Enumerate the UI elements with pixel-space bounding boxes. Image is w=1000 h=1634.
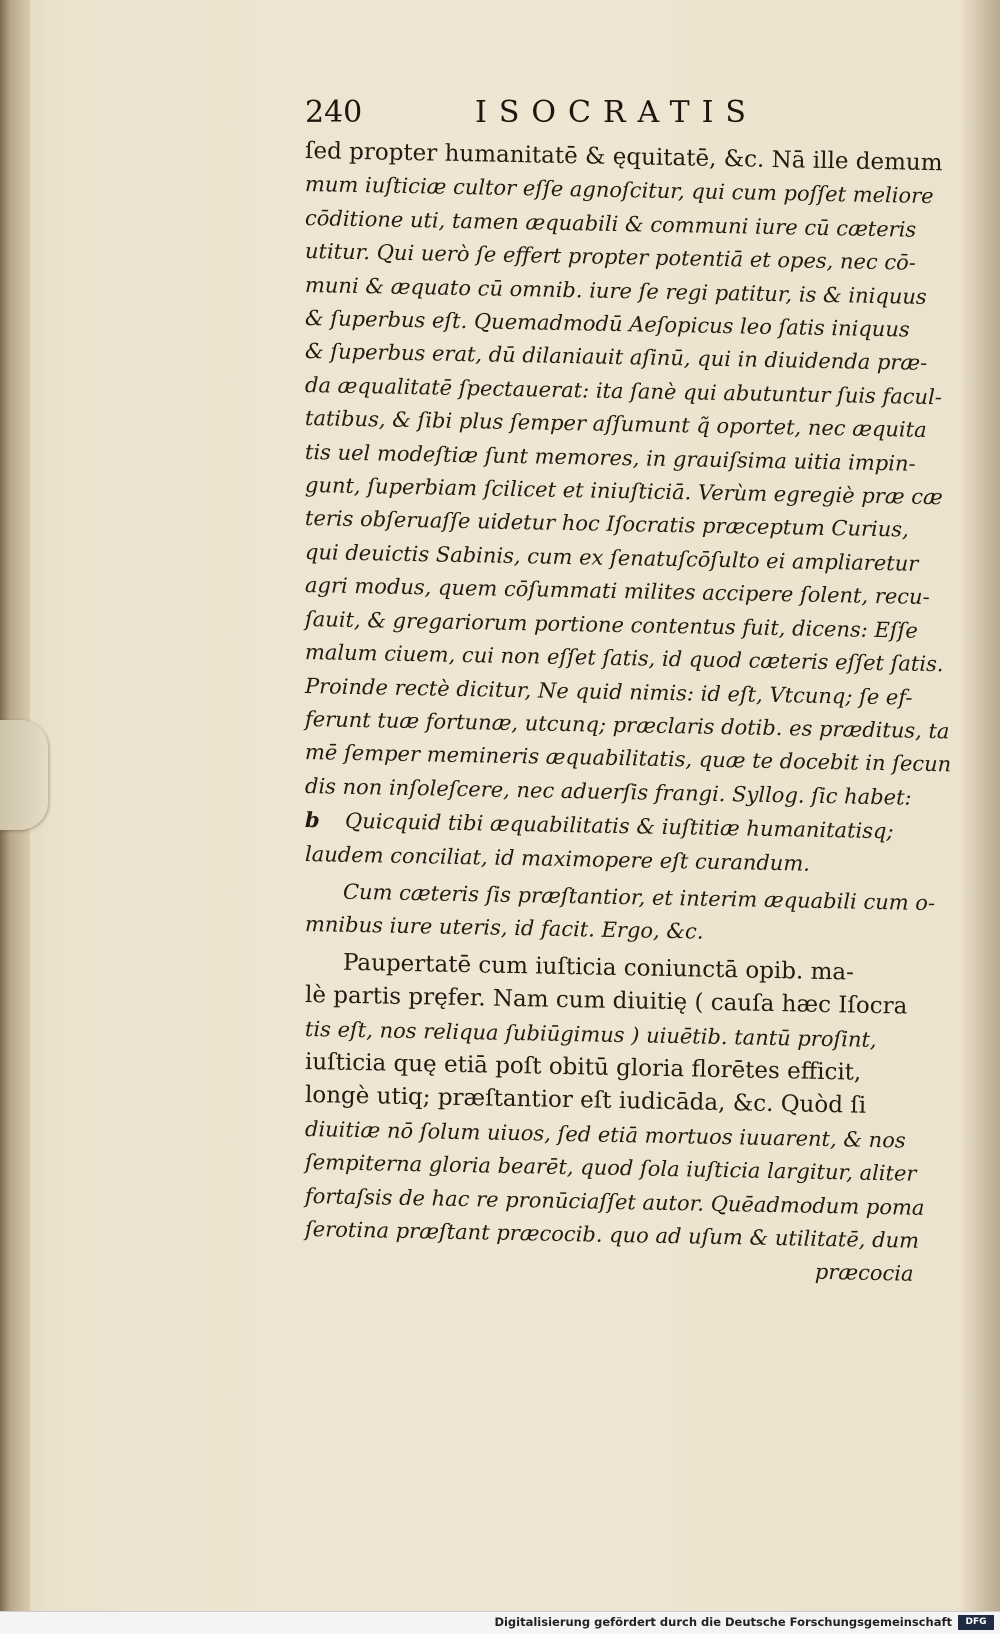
text-line: Proinde rectè dicitur, Ne quid nimis: id eſt, Vtcunq; ſe ef- — [304, 673, 913, 710]
paragraph-start: Paupertatē cum iuſticia coniunctā opib. ma- — [342, 949, 855, 986]
text-line: ſed propter humanitatē & ęquitatē, &c. Nā ille demum — [304, 138, 943, 177]
text-line: fortaſsis de hac re pronūciaſſet autor. Quēadmodum poma — [304, 1183, 925, 1220]
text-line: lè partis pręfer. Nam cum diuitię ( cauſa hæc Iſocra — [304, 982, 908, 1020]
text-line: & ſuperbus eſt. Quemadmodū Aeſopicus leo ſatis iniquus — [304, 306, 910, 342]
text-line: mum iuſticiæ cultor eſſe agnoſcitur, qui cum poſſet meliore — [304, 172, 934, 209]
text-line: mē ſemper memineris æquabilitatis, quæ te docebit in ſecun — [304, 740, 952, 777]
text-line: longè utiq; præſtantior eſt iudicāda, &c. Quòd ſi — [304, 1082, 867, 1120]
text-line: da æqualitatē ſpectauerat: ita ſanè qui abutuntur ſuis facul- — [304, 372, 943, 410]
text-line: tatibus, & ſibi plus ſemper aſſumunt q̃ oportet, nec æquita — [304, 406, 927, 443]
page-number: 240 — [305, 95, 363, 130]
running-head: ISOCRATIS — [475, 95, 758, 130]
syllogism-marker: b — [304, 807, 320, 833]
text-line: malum ciuem, cui non eſſet ſatis, id quod cæteris eſſet ſatis. — [304, 640, 944, 677]
syllogism-text: Quicquid tibi æquabilitatis & iuſtitiæ humanitatisq; — [344, 808, 894, 844]
page-edge-shadow — [960, 0, 1000, 1612]
text-line: qui deuictis Sabinis, cum ex ſenatuſcōſulto ei ampliaretur — [304, 539, 919, 576]
page-header — [305, 95, 815, 135]
text-line: laudem conciliat, id maximopere eſt curandum. — [304, 841, 811, 876]
dfg-logo: DFG — [958, 1615, 994, 1630]
text-line: & ſuperbus erat, dū dilaniauit aſinū, qui in diuidenda præ- — [304, 339, 928, 376]
text-line: Cum cæteris ſis præſtantior, et interim æquabili cum o- — [342, 879, 936, 916]
text-line: teris obſeruaſſe uidetur hoc Iſocratis præceptum Curius, — [304, 506, 909, 543]
text-line: mnibus iure uteris, id facit. Ergo, &c. — [304, 912, 704, 944]
text-line: iuſticia quę etiā poſt obitū gloria florētes efficit, — [304, 1048, 862, 1086]
text-line: dis non inſoleſcere, nec aduerſis frangi. Syllog. ſic habet: — [304, 773, 912, 810]
text-line: diuitiæ nō ſolum uiuos, ſed etiā mortuos iuuarent, & nos — [304, 1116, 906, 1153]
page-tab — [0, 720, 48, 830]
text-line: agri modus, quem cōſummati milites accipere ſolent, recu- — [304, 573, 930, 610]
text-line: muni & æquato cū omnib. iure ſe regi patitur, is & iniquus — [304, 272, 927, 309]
text-line: utitur. Qui uerò ſe effert propter potentiā et opes, nec cō- — [304, 239, 917, 275]
text-line: ſauit, & gregariorum portione contentus fuit, dicens: Eſſe — [304, 606, 919, 643]
footer-bar — [0, 1611, 1000, 1634]
text-line: tis eſt, nos reliqua ſubiūgimus ) uiuētib. tantū proſint, — [304, 1016, 877, 1052]
text-line: ferunt tuæ fortunæ, utcunq; præclaris dotib. es præditus, ta — [304, 706, 950, 744]
text-line: gunt, ſuperbiam ſcilicet et iniuſticiā. Verùm egregiè præ cæ — [304, 473, 943, 510]
text-line: tis uel modeſtiæ ſunt memores, in grauiſsima uitia impin- — [304, 439, 916, 476]
catchword: præcocia — [814, 1260, 914, 1287]
text-line: ſerotina præſtant præcocib. quo ad uſum & utilitatē, dum — [304, 1217, 920, 1253]
funding-credit: Digitalisierung gefördert durch die Deutsche Forschungsgemeinschaft — [494, 1615, 952, 1629]
text-line: ſempiterna gloria bearēt, quod ſola iuſticia largitur, aliter — [304, 1150, 917, 1186]
text-block — [304, 135, 952, 1287]
text-line: cōditione uti, tamen æquabili & communi iure cū cæteris — [304, 205, 917, 242]
